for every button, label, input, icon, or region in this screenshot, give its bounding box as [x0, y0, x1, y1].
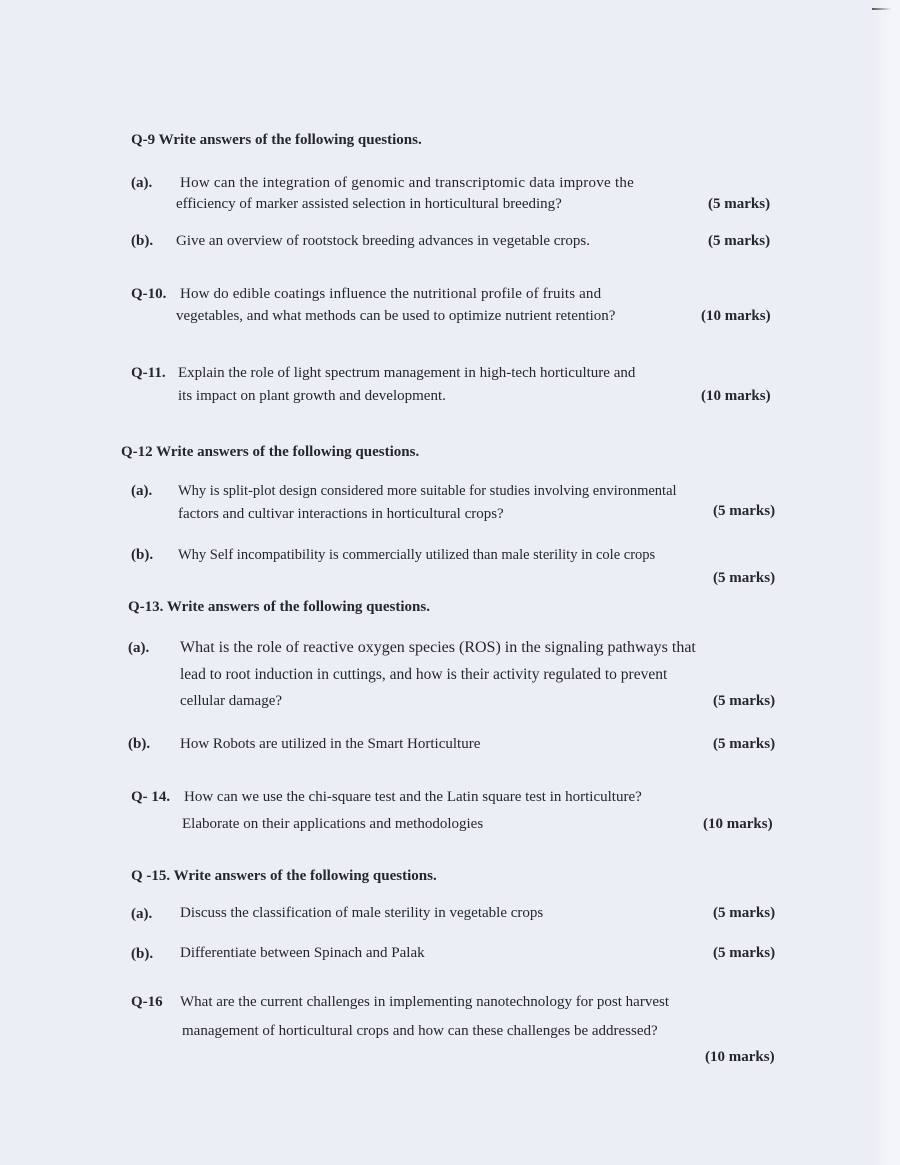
q14-label: Q- 14. [131, 789, 171, 805]
q16-line1: What are the current challenges in implementing nanotechnology for post harvest [180, 994, 670, 1010]
q12-a-marks: (5 marks) [713, 503, 776, 519]
q12-b-marks: (5 marks) [713, 570, 776, 586]
q9-a-marks: (5 marks) [708, 196, 771, 212]
q10-label: Q-10. [131, 286, 167, 302]
q15-b-marks: (5 marks) [713, 945, 776, 961]
q16-label: Q-16 [131, 994, 163, 1010]
q13-a-line2: lead to root induction in cuttings, and how is their activity regulated to prevent [180, 666, 668, 683]
q14-line2: Elaborate on their applications and methodologies [182, 816, 484, 832]
q15-a-line1: Discuss the classification of male sterility in vegetable crops [180, 905, 544, 921]
q9-b-marks: (5 marks) [708, 233, 771, 249]
q14-line1: How can we use the chi-square test and the Latin square test in horticulture? [184, 789, 642, 805]
q13-b-marks: (5 marks) [713, 736, 776, 752]
q12-b-line1: Why Self incompatibility is commercially utilized than male sterility in cole crops [178, 547, 656, 563]
q12-heading: Q-12 Write answers of the following questions. [121, 444, 420, 460]
q13-a-label: (a). [128, 640, 150, 656]
q13-heading: Q-13. Write answers of the following questions. [128, 599, 430, 615]
q10-line1: How do edible coatings influence the nutritional profile of fruits and [180, 286, 602, 302]
q16-marks: (10 marks) [705, 1049, 775, 1065]
q12-a-line1: Why is split-plot design considered more suitable for studies involving environmental [178, 483, 677, 499]
q9-a-line1: How can the integration of genomic and transcriptomic data improve the [180, 175, 635, 191]
q11-line1: Explain the role of light spectrum management in high-tech horticulture and [178, 365, 636, 381]
q15-b-line1: Differentiate between Spinach and Palak [180, 945, 425, 961]
q13-b-line1: How Robots are utilized in the Smart Horticulture [180, 736, 481, 752]
q12-a-line2: factors and cultivar interactions in horticultural crops? [178, 506, 504, 522]
q13-b-label: (b). [128, 736, 151, 752]
q12-a-label: (a). [131, 483, 153, 499]
page-edge-mark [872, 8, 892, 10]
q9-a-label: (a). [131, 175, 153, 191]
q13-a-line1: What is the role of reactive oxygen species (ROS) in the signaling pathways that [180, 639, 696, 656]
q9-b-label: (b). [131, 233, 154, 249]
q13-a-line3: cellular damage? [180, 693, 283, 709]
q15-a-label: (a). [131, 906, 153, 922]
q15-heading: Q -15. Write answers of the following questions. [131, 868, 437, 884]
q16-line2: management of horticultural crops and how can these challenges be addressed? [182, 1023, 658, 1039]
q12-b-label: (b). [131, 547, 154, 563]
q15-a-marks: (5 marks) [713, 905, 776, 921]
q11-label: Q-11. [131, 365, 166, 381]
q11-marks: (10 marks) [701, 388, 771, 404]
q10-marks: (10 marks) [701, 308, 771, 324]
q9-a-line2: efficiency of marker assisted selection in horticultural breeding? [176, 196, 562, 212]
q10-line2: vegetables, and what methods can be used to optimize nutrient retention? [176, 308, 616, 324]
q13-a-marks: (5 marks) [713, 693, 776, 709]
q15-b-label: (b). [131, 946, 154, 962]
q11-line2: its impact on plant growth and development. [178, 388, 446, 404]
q14-marks: (10 marks) [703, 816, 773, 832]
q9-heading: Q-9 Write answers of the following questions. [131, 132, 422, 148]
q9-b-line1: Give an overview of rootstock breeding advances in vegetable crops. [176, 233, 591, 249]
